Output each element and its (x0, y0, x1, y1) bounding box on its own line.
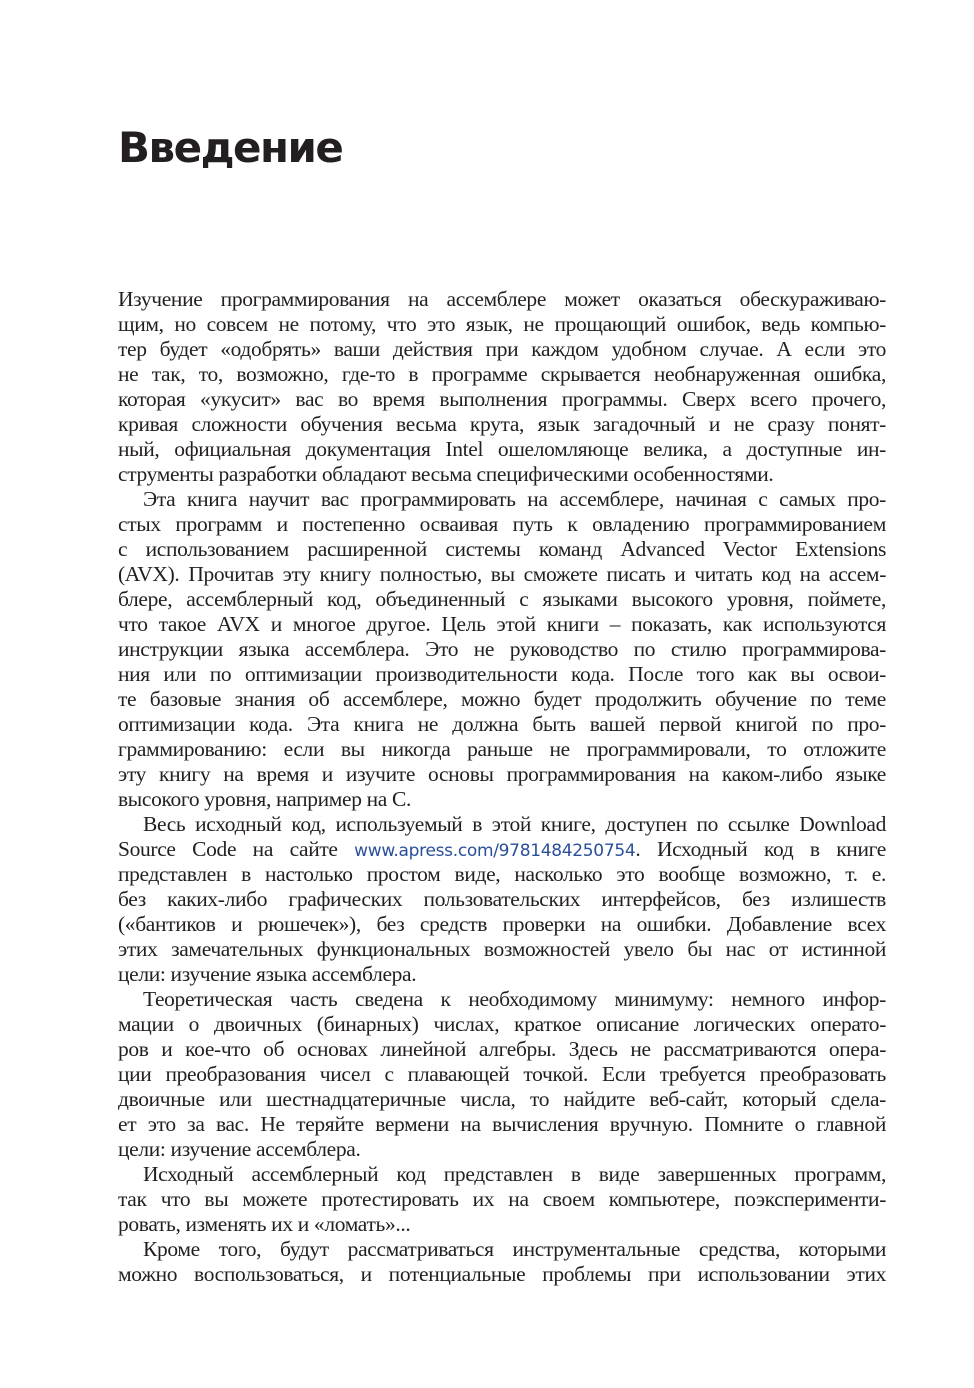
paragraph-6 (118, 1237, 886, 1287)
text-fragment: Source Code на сайте (118, 837, 355, 861)
text-line: не так, то, возможно, где-то в программе скрывается необнаруженная ошибка, (118, 362, 886, 386)
text-line: тер будет «одобрять» ваши действия при каждом удобном случае. А если это (118, 337, 886, 361)
text-line: без каких-либо графических пользовательских интерфейсов, без излишеств (118, 887, 886, 911)
text-line: кривая сложности обучения весьма крута, язык загадочный и не сразу понят- (118, 412, 886, 436)
source-code-link[interactable]: www.apress.com/9781484250754 (354, 841, 636, 861)
text-line: ровать, изменять их и «ломать»... (118, 1212, 411, 1236)
text-line: Изучение программирования на ассемблере может оказаться обескураживаю- (118, 287, 886, 311)
text-line: блере, ассемблерный код, объединенный с языками высокого уровня, поймете, (118, 587, 886, 611)
text-line-with-link (118, 837, 886, 862)
text-line: ный, официальная документация Intel ошеломляюще велика, а доступные ин- (118, 437, 886, 461)
text-line: ния или по оптимизации производительности кода. После того как вы освои- (118, 662, 886, 686)
text-line: представлен в настолько простом виде, насколько это вообще возможно, т. е. (118, 862, 886, 886)
paragraph-5 (118, 1162, 886, 1237)
text-line: цели: изучение языка ассемблера. (118, 962, 417, 986)
text-line: граммированию: если вы никогда раньше не программировали, то отложите (118, 737, 886, 761)
paragraph-1 (118, 287, 886, 487)
text-line: те базовые знания об ассемблере, можно будет продолжить обучение по теме (118, 687, 886, 711)
text-line: стых программ и постепенно осваивая путь к овладению программированием (118, 512, 886, 536)
text-line: щим, но совсем не потому, что это язык, не прощающий ошибок, ведь компью- (118, 312, 886, 336)
text-line: («бантиков и рюшечек»), без средств проверки на ошибки. Добавление всех (118, 912, 886, 936)
text-fragment: . Исходный код в книге (635, 837, 886, 861)
text-line: с использованием расширенной системы команд Advanced Vector Extensions (118, 537, 886, 561)
text-line: двоичные или шестнадцатеричные числа, то найдите веб-сайт, который сдела- (118, 1087, 886, 1111)
text-line: ет это за вас. Не теряйте вермени на вычисления вручную. Помните о главной (118, 1112, 886, 1136)
text-line: что такое AVX и многое другое. Цель этой книги – показать, как используются (118, 612, 886, 636)
text-line: которая «укусит» вас во время выполнения программы. Сверх всего прочего, (118, 387, 886, 411)
text-line: (AVX). Прочитав эту книгу полностью, вы сможете писать и читать код на ассем- (118, 562, 886, 586)
paragraph-4 (118, 987, 886, 1162)
text-line: ров и кое-что об основах линейной алгебры. Здесь не рассматриваются опера- (118, 1037, 886, 1061)
paragraph-2 (118, 487, 886, 812)
text-line: высокого уровня, например на C. (118, 787, 412, 811)
text-line: так что вы можете протестировать их на своем компьютере, поэксперименти- (118, 1187, 886, 1211)
text-line: цели: изучение ассемблера. (118, 1137, 361, 1161)
paragraph-3 (118, 812, 886, 987)
text-line: ции преобразования чисел с плавающей точкой. Если требуется преобразовать (118, 1062, 886, 1086)
text-line: Кроме того, будут рассматриваться инструментальные средства, которыми (143, 1237, 886, 1261)
text-line: эту книгу на время и изучите основы программирования на каком-либо языке (118, 762, 886, 786)
text-line: этих замечательных функциональных возможностей увело бы нас от истинной (118, 937, 886, 961)
text-line: инструкции языка ассемблера. Это не руководство по стилю программирова- (118, 637, 886, 661)
chapter-title: Введение (118, 123, 343, 172)
text-line: можно воспользоваться, и потенциальные проблемы при использовании этих (118, 1262, 886, 1286)
text-line: Весь исходный код, используемый в этой книге, доступен по ссылке Download (143, 812, 886, 836)
text-line: струменты разработки обладают весьма специфическими особенностями. (118, 462, 774, 486)
text-line: Эта книга научит вас программировать на ассемблере, начиная с самых про- (143, 487, 886, 511)
text-line: мации о двоичных (бинарных) числах, краткое описание логических операто- (118, 1012, 886, 1036)
text-line: оптимизации кода. Эта книга не должна быть вашей первой книгой по про- (118, 712, 886, 736)
text-line: Исходный ассемблерный код представлен в виде завершенных программ, (143, 1162, 886, 1186)
body-text (118, 287, 886, 1287)
text-line: Теоретическая часть сведена к необходимому минимуму: немного инфор- (143, 987, 886, 1011)
